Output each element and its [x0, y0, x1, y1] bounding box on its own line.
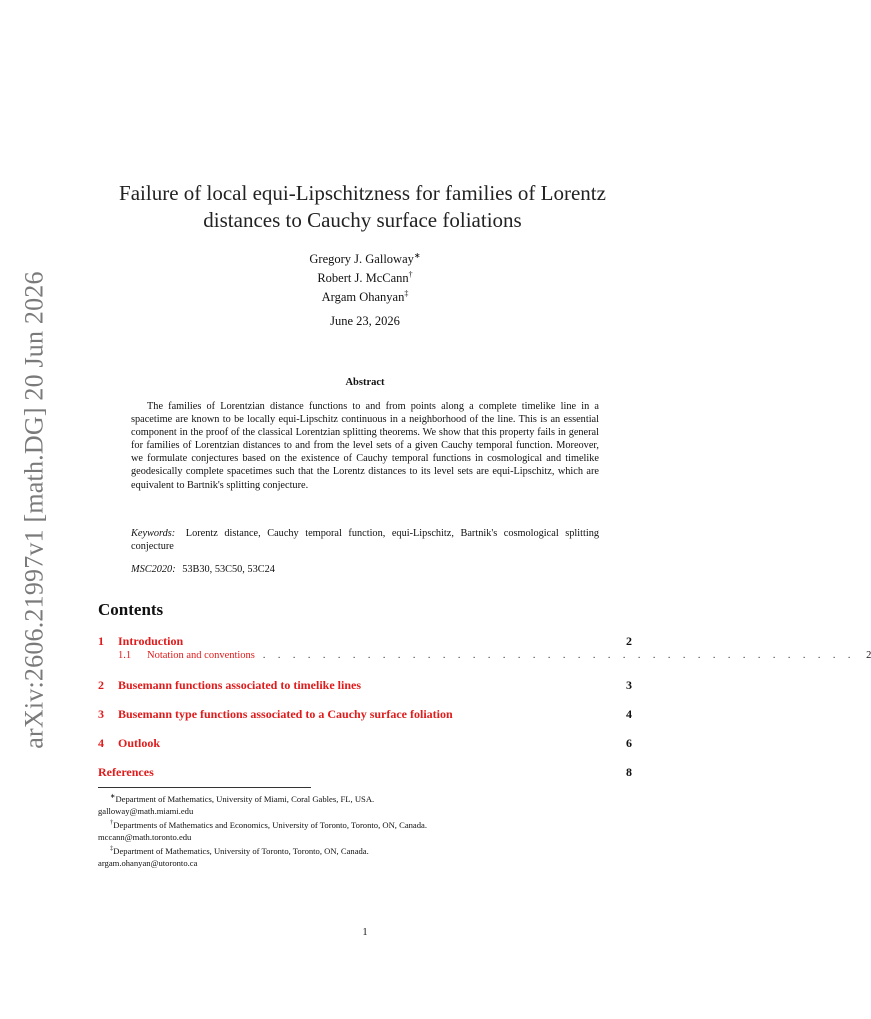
msc-label: MSC2020: [131, 564, 176, 575]
footnote-affiliation: †Departments of Mathematics and Economics, University of Toronto, Toronto, ON, Canada. [110, 818, 428, 830]
table-of-contents [98, 632, 871, 781]
toc-number: 4 [98, 736, 104, 750]
footnote-email[interactable]: mccann@math.toronto.edu [98, 831, 192, 842]
toc-number: 2 [98, 678, 104, 692]
toc-page: 8 [626, 765, 632, 779]
toc-entry-notation[interactable] [98, 650, 871, 664]
contents-heading: Contents [98, 600, 164, 619]
toc-number: 3 [98, 707, 104, 721]
author-list [200, 248, 530, 305]
toc-entry-busemann-cauchy[interactable] [98, 707, 632, 723]
title-line-2: distances to Cauchy surface foliations [203, 208, 522, 232]
toc-link[interactable]: Introduction [118, 634, 184, 648]
toc-page: 2 [866, 650, 871, 661]
toc-link[interactable]: Busemann functions associated to timelike lines [118, 678, 362, 692]
toc-number: 1 [98, 634, 104, 648]
msc-codes: 53B30, 53C50, 53C24 [182, 564, 275, 575]
footnote-mark[interactable]: † [408, 270, 413, 280]
toc-entry-outlook[interactable] [98, 736, 632, 752]
toc-link[interactable]: Outlook [118, 736, 161, 750]
toc-page: 2 [626, 634, 632, 648]
footnotes [98, 791, 632, 869]
toc-entry-references[interactable] [98, 765, 632, 781]
footnote-affiliation: ‡Department of Mathematics, University of Toronto, Toronto, ON, Canada. [110, 844, 369, 856]
paper-date: June 23, 2026 [330, 314, 400, 328]
title-line-1: Failure of local equi-Lipschitzness for families of Lorentz [119, 181, 606, 205]
footnote-mark[interactable]: ‡ [404, 289, 409, 299]
arxiv-stamp-text: arXiv:2606.21997v1 [math.DG] 20 Jun 2026 [20, 271, 49, 749]
toc-number: 1.1 [118, 650, 132, 661]
toc-page: 4 [626, 707, 632, 721]
toc-link[interactable]: Notation and conventions [147, 650, 255, 661]
arxiv-stamp [20, 271, 50, 749]
footnote-mark[interactable]: ∗ [413, 251, 421, 260]
toc-entry-introduction[interactable] [98, 634, 632, 650]
abstract-heading: Abstract [345, 377, 385, 388]
toc-page: 3 [626, 678, 632, 692]
keywords [131, 527, 599, 553]
paper-title [90, 180, 635, 234]
toc-link[interactable]: References [98, 765, 154, 779]
footnote-affiliation: ∗Department of Mathematics, University of Miami, Coral Gables, FL, USA. [110, 793, 375, 804]
footnote-email[interactable]: argam.ohanyan@utoronto.ca [98, 857, 198, 868]
toc-leader-dots: . . . . . . . . . . . . . . . . . . . . . . . . . . . . . . . . . . . . . . . . [262, 650, 856, 661]
footnote-email[interactable]: galloway@math.miami.edu [98, 805, 194, 816]
author: Robert J. McCann† [317, 270, 413, 286]
abstract-body: The families of Lorentzian distance functions to and from points along a complete timelike line in a spacetime are known to be locally equi-Lipschitz continuous in a neighborhood of the line. This is an essential component in the proof of the classical Lorentzian splitting theorems. We show that this property fails in general for families of Lorentzian distances to and from the level sets of a given Cauchy temporal function. Moreover, we formulate conjectures based on the existence of Cauchy temporal functions in cosmological and timelike geodesically complete spacetimes such that the Lorentz distances to its level sets are equi-Lipschitz, which are equivalent to Bartnik's splitting conjecture. [131, 401, 599, 491]
toc-entry-busemann-timelike[interactable] [98, 678, 632, 694]
msc-classification [131, 563, 599, 576]
toc-page: 6 [626, 736, 632, 750]
keywords-text: Lorentz distance, Cauchy temporal function, equi-Lipschitz, Bartnik's cosmological splitting conjecture [131, 528, 599, 553]
author: Argam Ohanyan‡ [321, 289, 409, 305]
keywords-label: Keywords: [131, 528, 176, 539]
footnote-rule [98, 787, 311, 788]
author: Gregory J. Galloway∗ [309, 251, 421, 267]
toc-link[interactable]: Busemann type functions associated to a Cauchy surface foliation [118, 707, 453, 721]
page-number: 1 [362, 927, 368, 938]
